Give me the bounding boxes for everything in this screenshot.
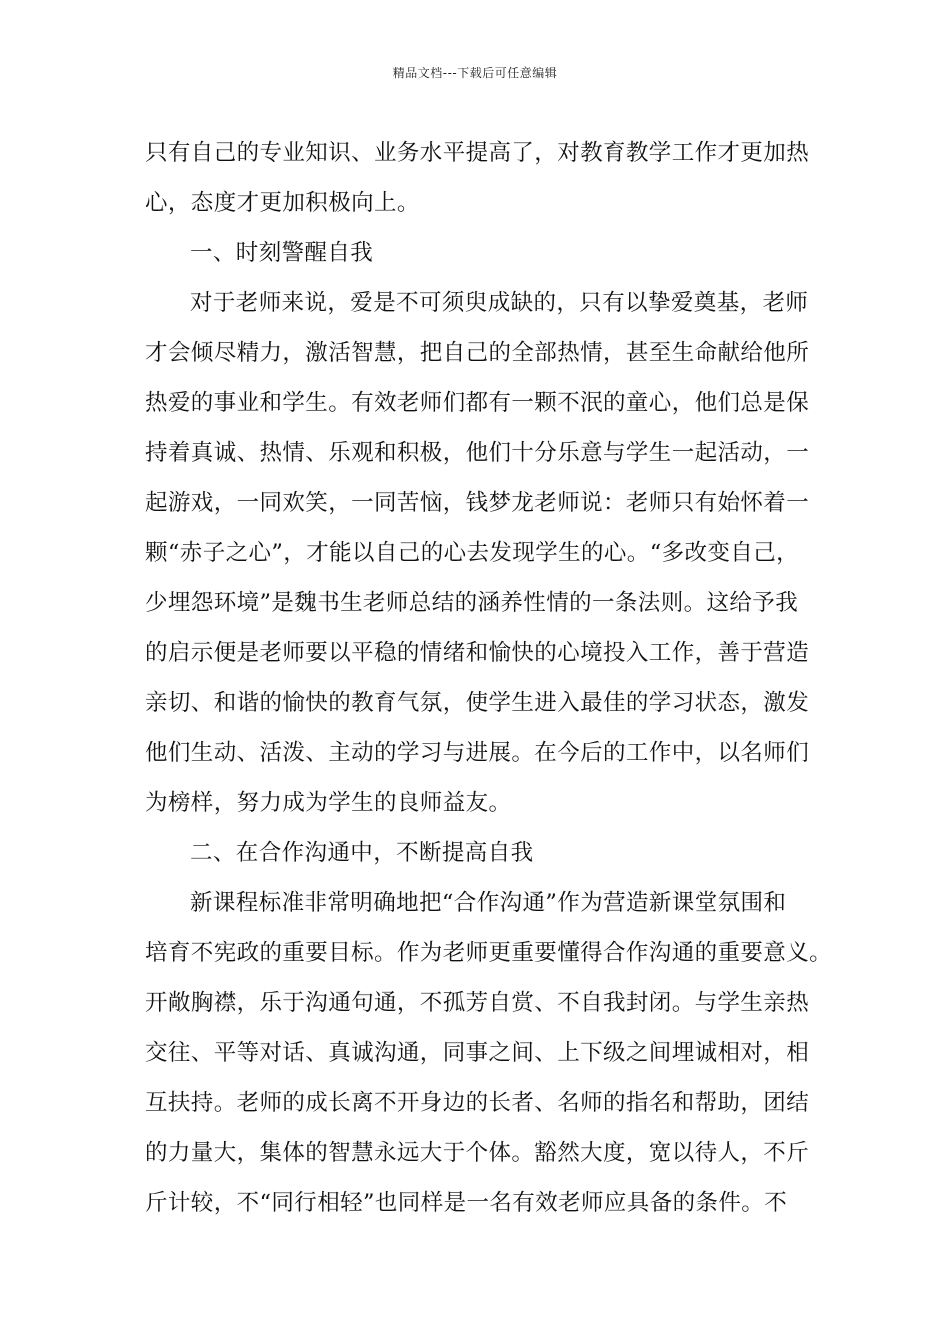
- text-line: 少埋怨环境”是魏书生老师总结的涵养性情的一条法则。这给予我: [145, 590, 799, 616]
- text-line: 颗“赤子之心”，才能以自己的心去发现学生的心。“多改变自己，: [145, 540, 800, 566]
- text-line: 持着真诚、热情、乐观和积极，他们十分乐意与学生一起活动，一: [145, 440, 810, 466]
- text-line: 他们生动、活泼、主动的学习与进展。在今后的工作中，以名师们: [145, 740, 810, 766]
- text-line: 交往、平等对话、真诚沟通，同事之间、上下级之间埋诚相对，相: [145, 1040, 810, 1066]
- text-line: 互扶持。老师的成长离不开身边的长者、名师的指名和帮助，团结: [145, 1090, 810, 1116]
- text-line: 一、时刻警醒自我: [190, 240, 374, 266]
- text-line: 开敞胸襟，乐于沟通句通，不孤芳自赏、不自我封闭。与学生亲热: [145, 990, 810, 1016]
- text-line: 斤计较，不“同行相轻”也同样是一名有效老师应具备的条件。不: [145, 1190, 788, 1216]
- text-line: 新课程标准非常明确地把“合作沟通”作为营造新课堂氛围和: [190, 890, 787, 916]
- text-line: 对于老师来说，爱是不可须臾成缺的，只有以挚爱奠基，老师: [190, 290, 809, 316]
- text-line: 亲切、和谐的愉快的教育气氛，使学生进入最佳的学习状态，激发: [145, 690, 810, 716]
- text-line: 心，态度才更加积极向上。: [145, 190, 420, 216]
- text-line: 起游戏，一同欢笑，一同苦恼，钱梦龙老师说：老师只有始怀着一: [145, 490, 810, 516]
- text-line: 培育不宪政的重要目标。作为老师更重要懂得合作沟通的重要意义。: [145, 940, 833, 966]
- page-header: 精品文档---下载后可任意编辑: [392, 66, 558, 80]
- text-line: 才会倾尽精力，激活智慧，把自己的全部热情，甚至生命献给他所: [145, 340, 810, 366]
- text-line: 为榜样，努力成为学生的良师益友。: [145, 790, 512, 816]
- text-line: 的启示便是老师要以平稳的情绪和愉快的心境投入工作，善于营造: [145, 640, 810, 666]
- text-line: 只有自己的专业知识、业务水平提高了，对教育教学工作才更加热: [145, 140, 810, 166]
- text-line: 的力量大，集体的智慧永远大于个体。豁然大度，宽以待人，不斤: [145, 1140, 810, 1166]
- text-line: 热爱的事业和学生。有效老师们都有一颗不泯的童心，他们总是保: [145, 390, 810, 416]
- document-body: [145, 128, 833, 1228]
- text-line: 二、在合作沟通中，不断提高自我: [190, 840, 534, 866]
